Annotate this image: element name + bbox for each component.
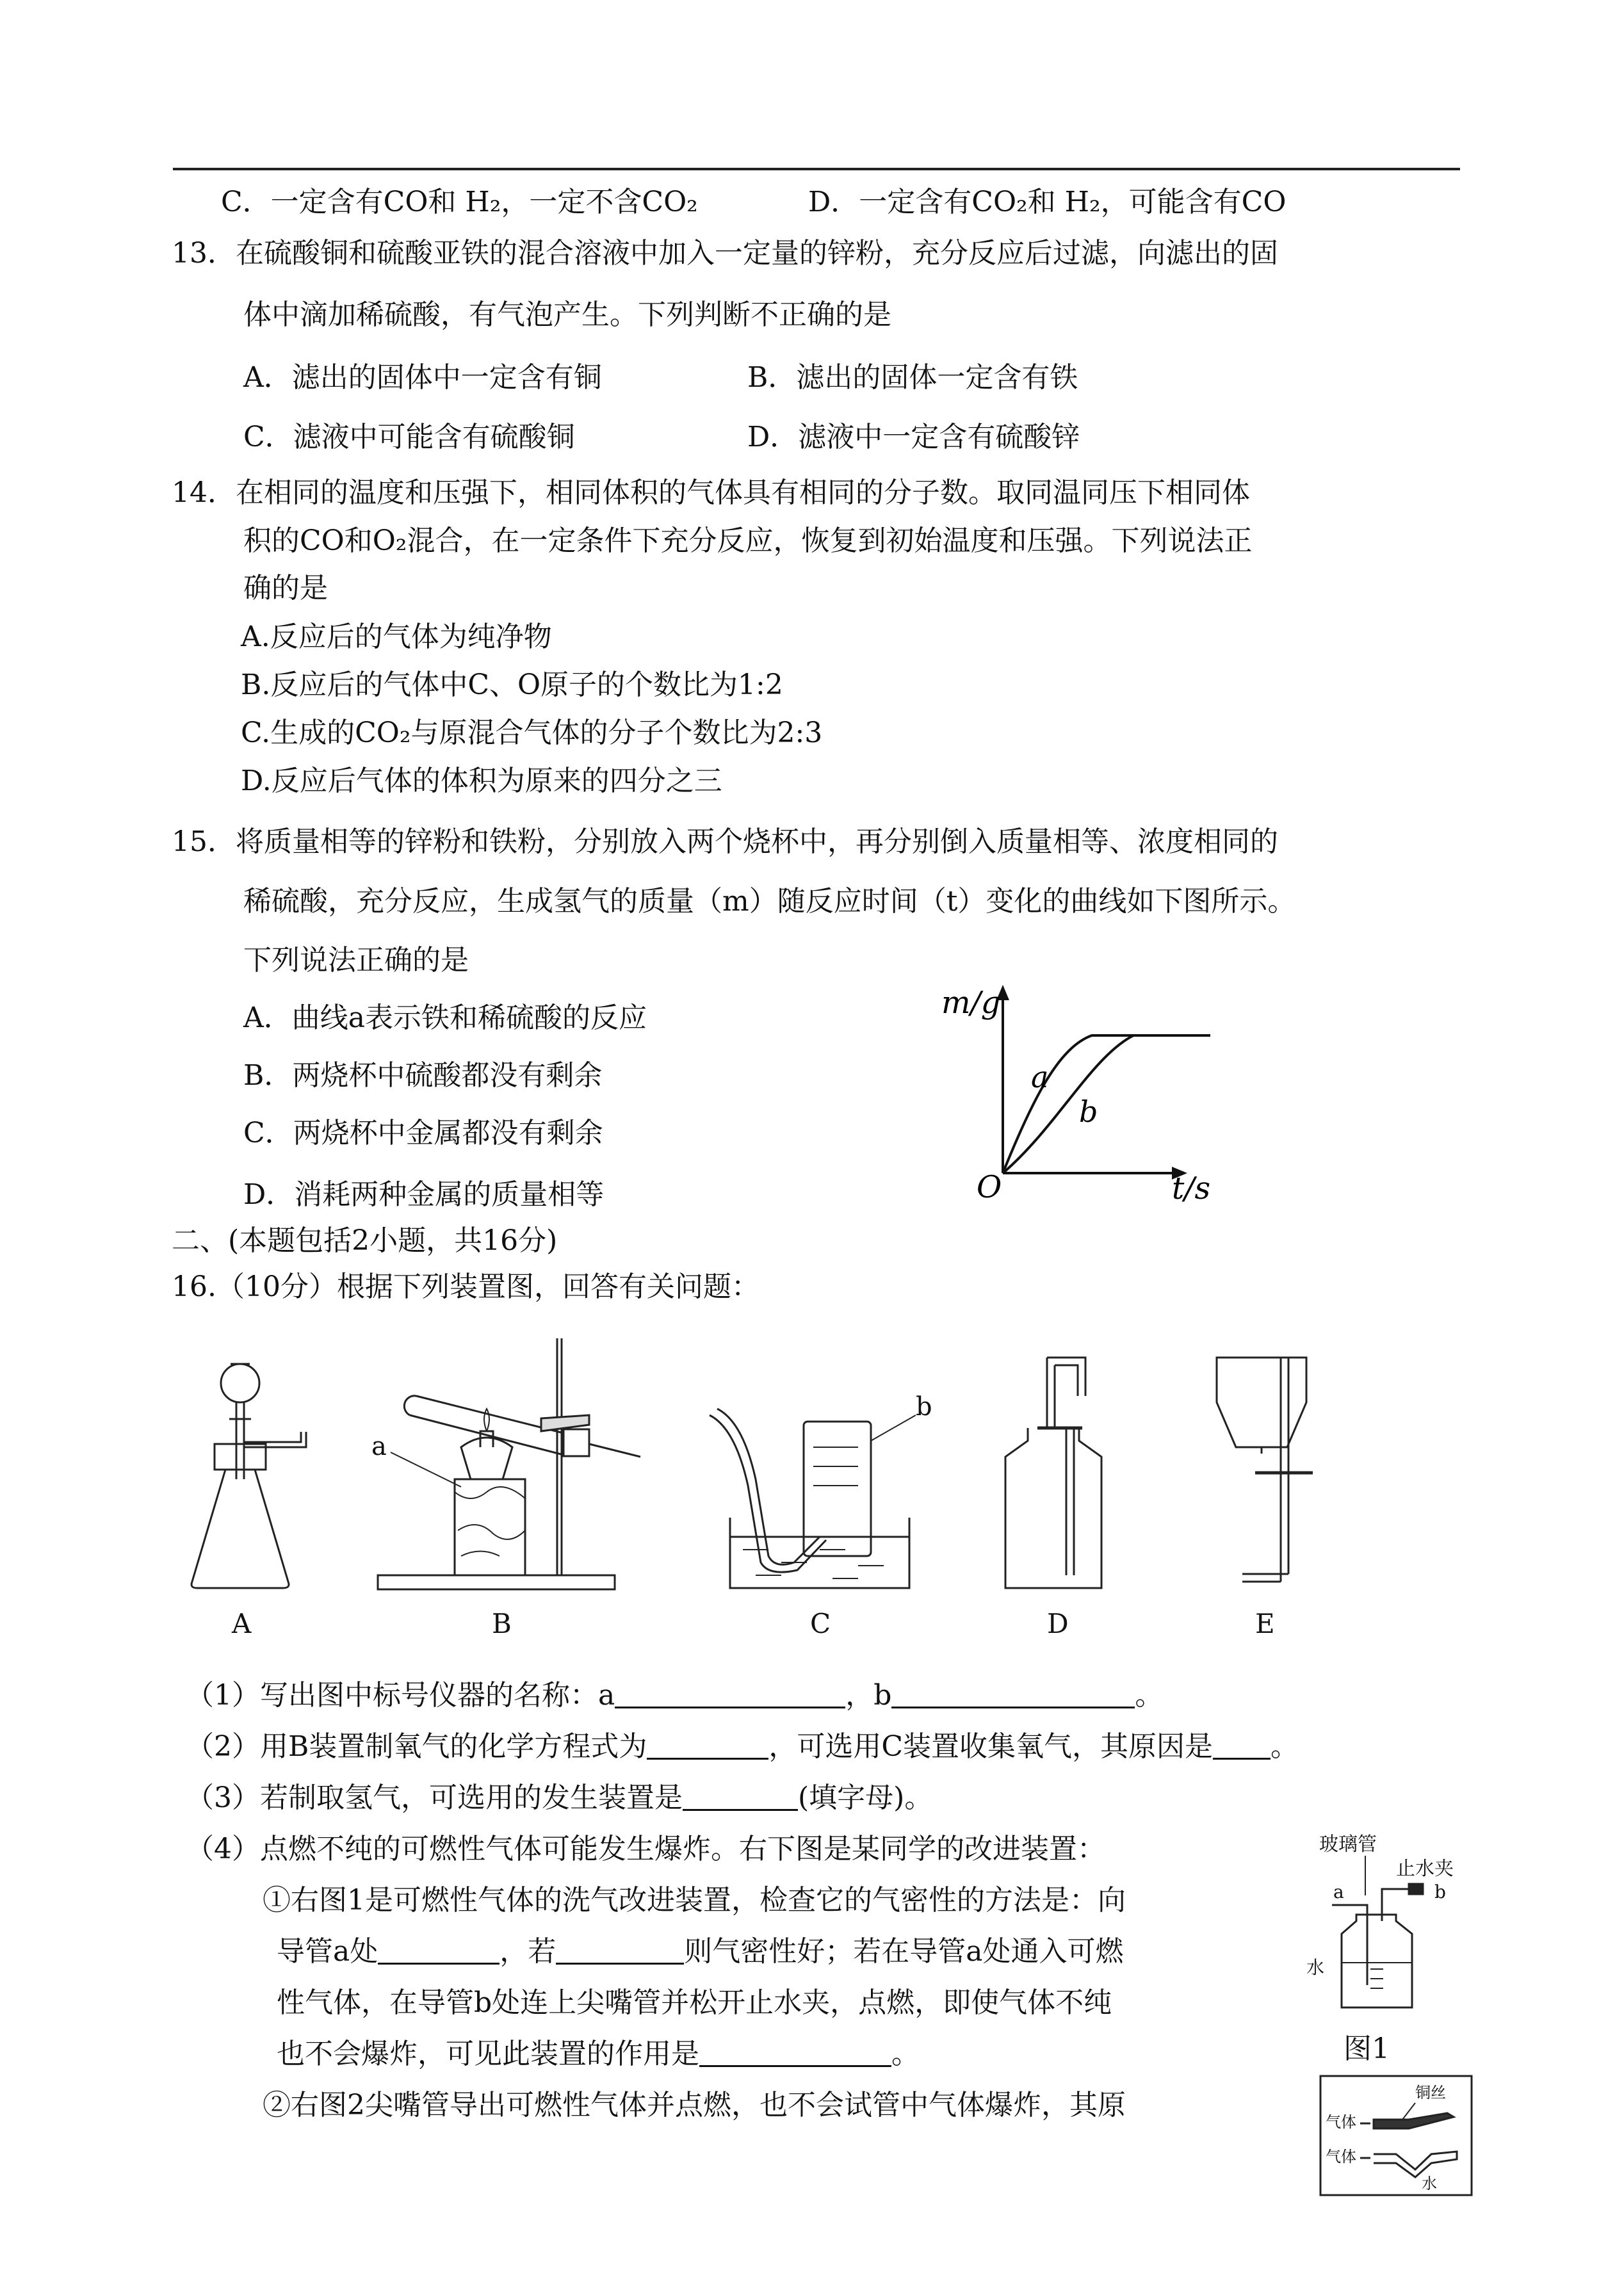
apparatus-a-flask (191, 1364, 306, 1588)
fig1-label-b: b (1434, 1881, 1446, 1902)
q16-sub1-mid: ，b (845, 1679, 892, 1712)
fig2-copper-wire-label: 铜丝 (1415, 2084, 1446, 2102)
q15-stem-line1: 15．将质量相等的锌粉和铁粉，分别放入两个烧杯中，再分别倒入质量相等、浓度相同的 (172, 825, 1278, 858)
apparatus-label-a: A (232, 1608, 252, 1639)
q15-option-b: B．两烧杯中硫酸都没有剩余 (243, 1059, 603, 1092)
q15-option-c: C．两烧杯中金属都没有剩余 (243, 1117, 603, 1149)
q16-sub4: （4）点燃不纯的可燃性气体可能发生爆炸。右下图是某同学的改进装置： (186, 1833, 1105, 1865)
q13-option-c: C．滤液中可能含有硫酸铜 (243, 421, 575, 453)
q14-option-a: A.反应后的气体为纯净物 (241, 620, 552, 653)
fig2-water-label: 水 (1422, 2175, 1437, 2193)
figure-1-caption: 图1 (1344, 2032, 1390, 2065)
fig2-gas-bottom-label: 气体 (1326, 2148, 1356, 2166)
q16-sub3-prefix: （3）若制取氢气，可选用的发生装置是 (186, 1781, 683, 1814)
q13-option-b: B．滤出的固体一定含有铁 (747, 361, 1078, 394)
q16-sub4-part1-line1: ①右图1是可燃性气体的洗气改进装置，检查它的气密性的方法是：向 (263, 1884, 1126, 1917)
q16-sub4-part1-line4 (277, 2035, 920, 2073)
q16-sub1-prefix: （1）写出图中标号仪器的名称：a (186, 1679, 615, 1712)
x-axis-label: t/s (1172, 1171, 1211, 1204)
q16-sub2-blank-reason[interactable] (1213, 1732, 1271, 1760)
fig1-water-label: 水 (1306, 1957, 1325, 1978)
q16-sub4-part1-line2 (277, 1933, 1123, 1971)
q16-sub4-part2-line1: ②右图2尖嘴管导出可燃性气体并点燃，也不会试管中气体爆炸，其原 (263, 2089, 1126, 2121)
fig1-label-a: a (1333, 1881, 1344, 1902)
q13-option-a: A．滤出的固体中一定含有铜 (243, 361, 602, 394)
q16-sub1 (186, 1676, 1163, 1715)
q14-option-b: B.反应后的气体中C、O原子的个数比为1:2 (241, 669, 783, 701)
curve-a-label: a (1031, 1060, 1049, 1094)
apparatus-d-gas-bottle (1005, 1358, 1101, 1588)
q16-sub3 (186, 1779, 932, 1817)
apparatus-label-c: C (810, 1608, 831, 1639)
q13-option-d: D．滤液中一定含有硫酸锌 (747, 421, 1080, 453)
apparatus-label-e: E (1255, 1608, 1275, 1639)
q16-sub2-end: 。 (1271, 1730, 1299, 1763)
q15-stem-line3: 下列说法正确的是 (243, 944, 469, 977)
origin-label: O (977, 1169, 1002, 1204)
q13-stem-line2: 体中滴加稀硫酸，有气泡产生。下列判断不正确的是 (243, 298, 891, 331)
q16-sub4-line2-mid: ，若 (499, 1935, 556, 1968)
q15-option-a: A．曲线a表示铁和稀硫酸的反应 (243, 1002, 647, 1034)
pointer-b: b (916, 1392, 932, 1422)
fig1-clamp-label: 止水夹 (1396, 1858, 1454, 1880)
q16-sub4-part1-line3: 性气体，在导管b处连上尖嘴管并松开止水夹，点燃，即使气体不纯 (277, 1986, 1112, 2019)
apparatus-c-water-trough (710, 1392, 932, 1588)
q14-stem-line3: 确的是 (243, 572, 328, 604)
q15-option-d: D．消耗两种金属的质量相等 (243, 1178, 605, 1211)
q13-stem-line1: 13．在硫酸铜和硫酸亚铁的混合溶液中加入一定量的锌粉，充分反应后过滤，向滤出的固 (172, 237, 1278, 270)
q12-option-d: D．一定含有CO₂和 H₂，可能含有CO (808, 186, 1287, 218)
figure-2-tip-tube (1319, 2075, 1473, 2196)
apparatus-label-d: D (1047, 1608, 1069, 1639)
q16-sub4-line4-prefix: 也不会爆炸，可见此装置的作用是 (277, 2038, 699, 2070)
apparatus-figure (179, 1319, 1396, 1665)
curve-b (1003, 1035, 1133, 1173)
apparatus-e-inverted-bottle (1217, 1358, 1313, 1582)
q15-stem-line2: 稀硫酸，充分反应，生成氢气的质量（m）随反应时间（t）变化的曲线如下图所示。 (243, 885, 1296, 918)
q16-sub1-blank-a[interactable] (615, 1681, 845, 1708)
apparatus-label-b: B (492, 1608, 512, 1639)
q16-sub4-line2-end: 则气密性好；若在导管a处通入可燃 (684, 1935, 1124, 1968)
q16-sub4-line4-end: 。 (891, 2038, 920, 2070)
pointer-a: a (371, 1432, 387, 1461)
header-rule (173, 168, 1460, 170)
q16-sub4-line2-prefix: 导管a处 (277, 1935, 378, 1968)
q14-option-d: D.反应后气体的体积为原来的四分之三 (241, 765, 722, 797)
q16-sub1-end: 。 (1135, 1679, 1164, 1712)
q16-sub4-blank-phenomenon[interactable] (556, 1937, 684, 1965)
curve-b-label: b (1079, 1094, 1098, 1129)
fig1-glass-tube-label: 玻璃管 (1319, 1833, 1377, 1856)
q15-mass-time-graph (922, 973, 1255, 1204)
y-axis-label: m/g (941, 985, 1001, 1021)
q16-sub3-end: (填字母)。 (798, 1781, 933, 1814)
q16-sub4-blank-method[interactable] (378, 1937, 499, 1965)
q16-sub2-blank-equation[interactable] (647, 1732, 768, 1760)
q16-sub4-blank-purpose[interactable] (699, 2040, 891, 2067)
q14-stem-line1: 14．在相同的温度和压强下，相同体积的气体具有相同的分子数。取同温同压下相同体 (172, 476, 1250, 509)
q16-sub1-blank-b[interactable] (891, 1681, 1135, 1708)
figure-1-wash-bottle (1306, 1825, 1486, 2017)
q16-sub2 (186, 1728, 1299, 1766)
q12-option-c: C．一定含有CO和 H₂，一定不含CO₂ (221, 186, 698, 218)
section2-heading: 二、(本题包括2小题，共16分) (172, 1224, 558, 1257)
apparatus-b-heating (371, 1338, 640, 1589)
q16-stem: 16.（10分）根据下列装置图，回答有关问题： (172, 1270, 759, 1303)
q14-option-c: C.生成的CO₂与原混合气体的分子个数比为2:3 (241, 717, 823, 749)
q16-sub2-prefix: （2）用B装置制氧气的化学方程式为 (186, 1730, 647, 1763)
q14-stem-line2: 积的CO和O₂混合，在一定条件下充分反应，恢复到初始温度和压强。下列说法正 (243, 524, 1253, 557)
fig2-gas-top-label: 气体 (1326, 2113, 1356, 2131)
q16-sub3-blank[interactable] (683, 1783, 798, 1811)
q16-sub2-mid: ，可选用C装置收集氧气，其原因是 (768, 1730, 1213, 1763)
